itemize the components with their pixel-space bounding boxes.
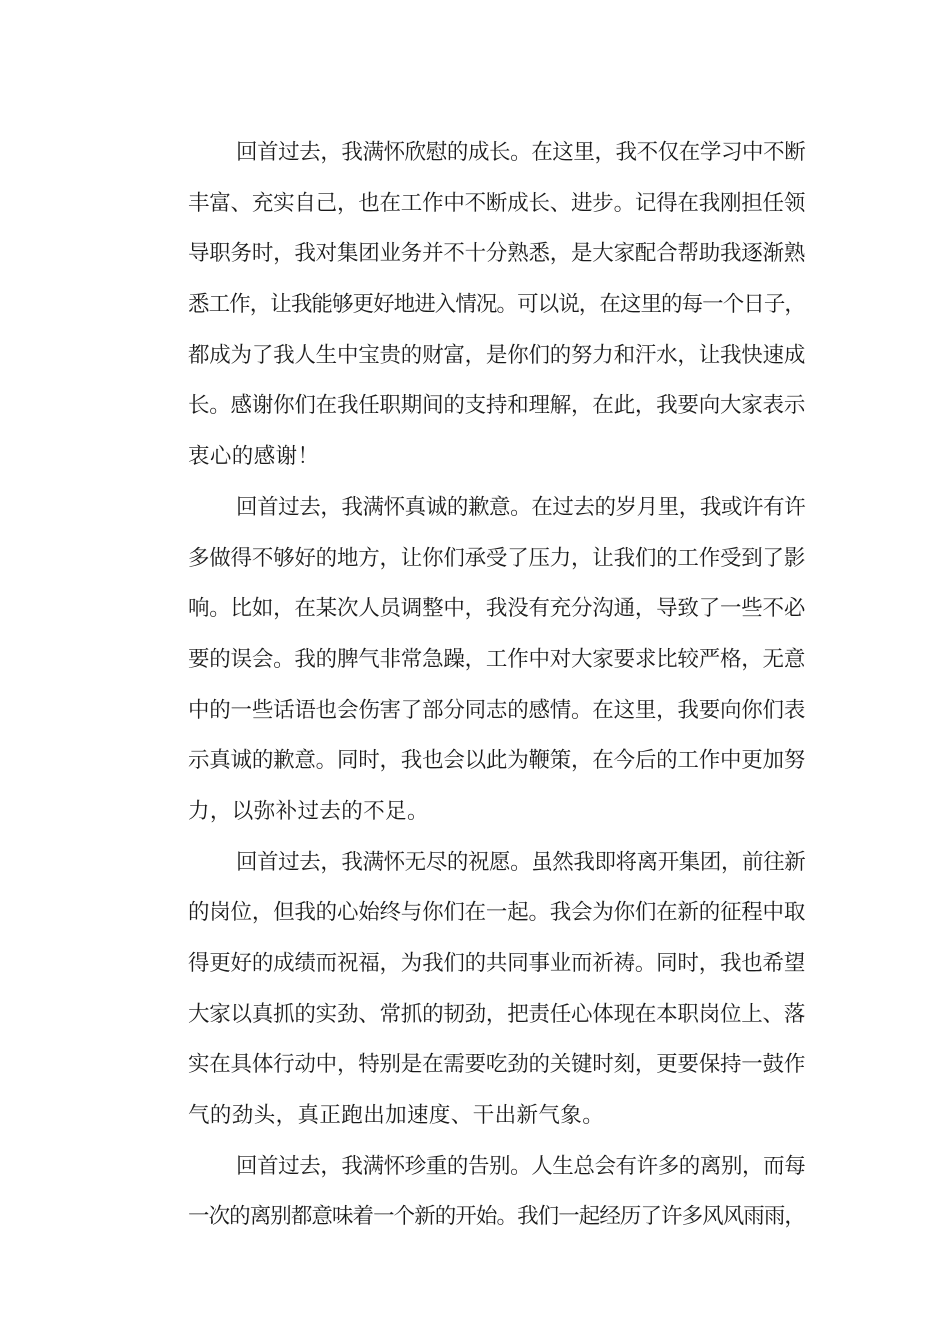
text-line: 回首过去，我满怀真诚的歉意。在过去的岁月里，我或许有许 [236,494,806,520]
text-line: 力，以弥补过去的不足。 [188,798,429,824]
text-line: 一次的离别都意味着一个新的开始。我们一起经历了许多风风雨雨， [188,1204,806,1230]
text-line: 要的误会。我的脾气非常急躁，工作中对大家要求比较严格，无意 [188,646,806,672]
text-line: 回首过去，我满怀无尽的祝愿。虽然我即将离开集团，前往新 [236,849,806,875]
text-line: 多做得不够好的地方，让你们承受了压力，让我们的工作受到了影 [188,545,806,571]
text-line: 大家以真抓的实劲、常抓的韧劲，把责任心体现在本职岗位上、落 [188,1001,806,1027]
paragraph-growth [145,128,805,483]
text-line: 气的劲头，真正跑出加速度、干出新气象。 [188,1103,605,1129]
paragraph-farewell [145,1142,805,1243]
text-line: 实在具体行动中，特别是在需要吃劲的关键时刻，更要保持一鼓作 [188,1052,806,1078]
text-line: 中的一些话语也会伤害了部分同志的感情。在这里，我要向你们表 [188,697,806,723]
text-line: 悉工作，让我能够更好地进入情况。可以说，在这里的每一个日子， [188,292,806,318]
text-line: 回首过去，我满怀欣慰的成长。在这里，我不仅在学习中不断 [236,140,806,165]
text-line: 回首过去，我满怀珍重的告别。人生总会有许多的离别，而每 [236,1153,806,1179]
text-line: 丰富、充实自己，也在工作中不断成长、进步。记得在我刚担任领 [188,190,806,216]
text-line: 示真诚的歉意。同时，我也会以此为鞭策，在今后的工作中更加努 [188,748,806,774]
text-line: 衷心的感谢！ [188,444,320,470]
text-line: 导职务时，我对集团业务并不十分熟悉，是大家配合帮助我逐渐熟 [188,241,806,267]
text-line: 长。感谢你们在我任职期间的支持和理解，在此，我要向大家表示 [188,393,806,419]
text-line: 都成为了我人生中宝贵的财富，是你们的努力和汗水，让我快速成 [188,342,806,368]
text-line: 得更好的成绩而祝福，为我们的共同事业而祈祷。同时，我也希望 [188,951,806,976]
paragraph-apology [145,483,805,838]
text-line: 的岗位，但我的心始终与你们在一起。我会为你们在新的征程中取 [188,900,806,926]
text-line: 响。比如，在某次人员调整中，我没有充分沟通，导致了一些不必 [188,596,806,622]
document-body [145,128,805,1243]
paragraph-wishes [145,838,805,1142]
